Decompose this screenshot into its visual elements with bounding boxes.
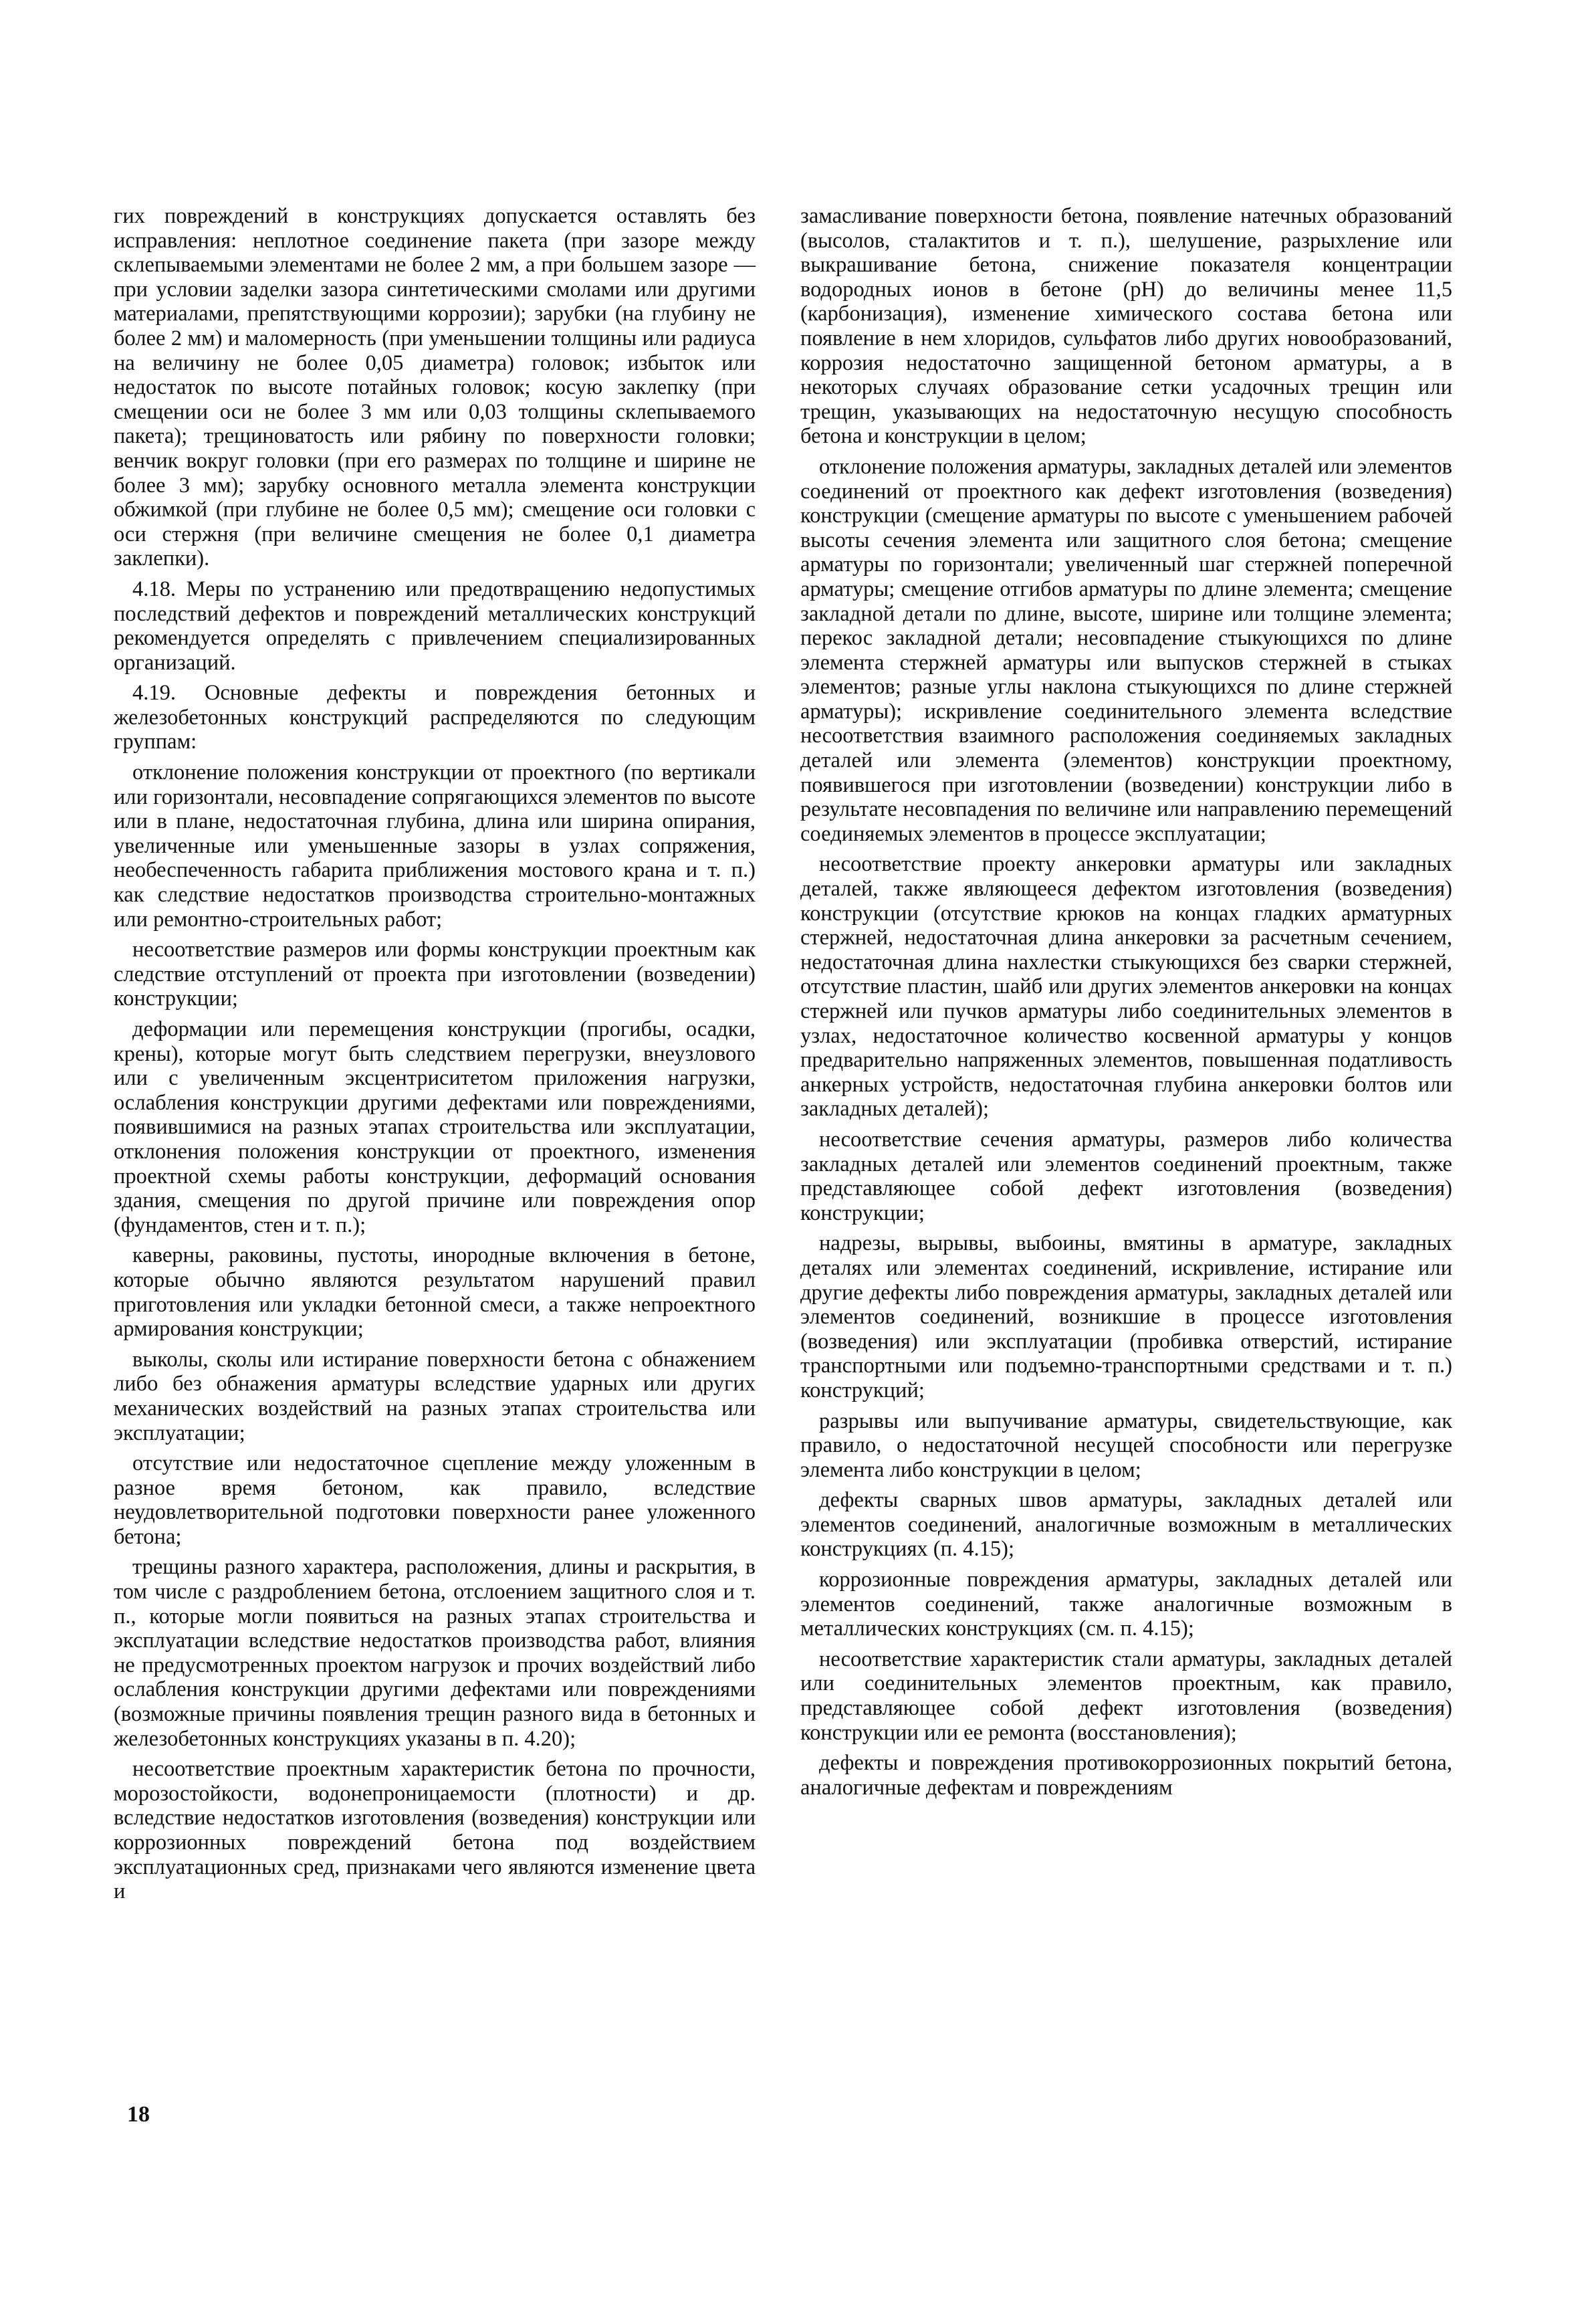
list-item: коррозионные повреждения арматуры, закладных деталей или элементов соединений, также аналогичные возможным в металлических конструкциях (см. п. 4.15); <box>800 1568 1452 1641</box>
list-item: дефекты сварных швов арматуры, закладных деталей или элементов соединений, аналогичные возможным в металлических конструкциях (п. 4.15); <box>800 1488 1452 1562</box>
page-number: 18 <box>127 2102 150 2127</box>
list-item: надрезы, вырывы, выбоины, вмятины в арматуре, закладных деталях или элементах соединений, искривление, истирание или другие дефекты либо повреждения арматуры, закладных деталей или элементов соединений, возникшие в процессе изготовления (возведения) или эксплуатации (пробивка отверстий, истирание транспортными или подъемно-транспортными средствами и т. п.) конструкций; <box>800 1231 1452 1402</box>
paragraph-4-19: 4.19. Основные дефекты и повреждения бетонных и железобетонных конструкций распределяются по следующим группам: <box>114 681 756 754</box>
list-item: каверны, раковины, пустоты, инородные включения в бетоне, которые обычно являются результатом нарушений правил приготовления или укладки бетонной смеси, а также непроектного армирования конструкции; <box>114 1243 756 1342</box>
list-item: несоответствие размеров или формы конструкции проектным как следствие отступлений от проекта при изготовлении (возведении) конструкции; <box>114 938 756 1011</box>
list-item: несоответствие характеристик стали арматуры, закладных деталей или соединительных элементов проектным, как правило, представляющее собой дефект изготовления (возведения) конструкции или ее ремонта (восстановления); <box>800 1647 1452 1745</box>
paragraph: замасливание поверхности бетона, появление натечных образований (высолов, сталактитов и т. п.), шелушение, разрыхление или выкрашивание бетона, снижение показателя концентрации водородных ионов в бетоне (pH) до величины менее 11,5 (карбонизация), изменение химического состава бетона или появление в нем хлоридов, сульфатов либо других новообразований, коррозия недостаточно защищенной бетоном арматуры, а в некоторых случаях образование сетки усадочных трещин или трещин, указывающих на недостаточную несущую способность бетона и конструкции в целом; <box>800 204 1452 449</box>
list-item: отсутствие или недостаточное сцепление между уложенным в разное время бетоном, как правило, вследствие неудовлетворительной подготовки поверхности ранее уложенного бетона; <box>114 1451 756 1549</box>
list-item: деформации или перемещения конструкции (прогибы, осадки, крены), которые могут быть следствием перегрузки, внеузлового или с увеличенным эксцентриситетом приложения нагрузки, ослабления конструкции другими дефектами или повреждениями, появившимися на разных этапах строительства или эксплуатации, отклонения положения конструкции от проектного, изменения проектной схемы работы конструкции, деформаций основания здания, смещения по другой причине или повреждения опор (фундаментов, стен и т. п.); <box>114 1017 756 1237</box>
left-column <box>114 204 756 1910</box>
paragraph: гих повреждений в конструкциях допускается оставлять без исправления: неплотное соединение пакета (при зазоре между склепываемыми элементами не более 2 мм, а при большем зазоре — при условии заделки зазора синтетическими смолами или другими материалами, препятствующими коррозии); зарубки (на глубину не более 2 мм) и маломерность (при уменьшении толщины или радиуса на величину не более 0,05 диаметра) головок; избыток или недостаток по высоте потайных головок; косую заклепку (при смещении оси не более 3 мм или 0,03 толщины склепываемого пакета); трещиноватость или рябину по поверхности головки; венчик вокруг головки (при его размерах по толщине и ширине не более 3 мм); зарубку основного металла элемента конструкции обжимкой (при глубине не более 0,5 мм); смещение оси головки с оси стержня (при величине смещения не более 0,1 диаметра заклепки). <box>114 204 756 571</box>
list-item: несоответствие сечения арматуры, размеров либо количества закладных деталей или элементов соединений проектным, также представляющее собой дефект изготовления (возведения) конструкции; <box>800 1127 1452 1225</box>
list-item: несоответствие проекту анкеровки арматуры или закладных деталей, также являющееся дефектом изготовления (возведения) конструкции (отсутствие крюков на концах гладких арматурных стержней, недостаточная длина анкеровки за расчетным сечением, недостаточная длина нахлестки стыкующихся без сварки стержней, отсутствие пластин, шайб или других элементов анкеровки на концах стержней или пучков арматуры либо соединительных элементов в узлах, недостаточное количество косвенной арматуры у концов предварительно напряженных элементов, повышенная податливость анкерных устройств, недостаточная глубина анкеровки болтов или закладных деталей); <box>800 852 1452 1122</box>
list-item: отклонение положения арматуры, закладных деталей или элементов соединений от проектного как дефект изготовления (возведения) конструкции (смещение арматуры по высоте с уменьшением рабочей высоты сечения элемента или защитного слоя бетона; смещение арматуры по горизонтали; увеличенный шаг стержней поперечной арматуры; смещение отгибов арматуры по длине элемента; смещение закладной детали по длине, высоте, ширине или толщине элемента; перекос закладной детали; несовпадение стыкующихся по длине элемента стержней арматуры или выпусков стержней в стыках элементов; разные углы наклона стыкующихся по длине стержней арматуры); искривление соединительного элемента вследствие несоответствия взаимного расположения соединяемых закладных деталей или элемента (элементов) конструкции проектному, появившегося при изготовлении (возведении) конструкции либо в результате несовпадения по величине или направлению перемещений соединяемых элементов в процессе эксплуатации; <box>800 454 1452 846</box>
list-item: выколы, сколы или истирание поверхности бетона с обнажением либо без обнажения арматуры вследствие ударных или других механических воздействий на разных этапах строительства или эксплуатации; <box>114 1347 756 1445</box>
list-item: несоответствие проектным характеристик бетона по прочности, морозостойкости, водонепроницаемости (плотности) и др. вследствие недостатков изготовления (возведения) конструкции или коррозионных повреждений бетона под воздействием эксплуатационных сред, признаками чего являются изменение цвета и <box>114 1757 756 1904</box>
right-column <box>800 204 1452 1806</box>
list-item: отклонение положения конструкции от проектного (по вертикали или горизонтали, несовпадение сопрягающихся элементов по высоте или в плане, недостаточная глубина, длина или ширина опирания, увеличенные или уменьшенные зазоры в узлах сопряжения, необеспеченность габарита приближения мостового крана и т. п.) как следствие недостатков производства строительно-монтажных или ремонтно-строительных работ; <box>114 760 756 932</box>
paragraph-4-18: 4.18. Меры по устранению или предотвращению недопустимых последствий дефектов и повреждений металлических конструкций рекомендуется определять с привлечением специализированных организаций. <box>114 576 756 675</box>
list-item: дефекты и повреждения противокоррозионных покрытий бетона, аналогичные дефектам и повреждениям <box>800 1751 1452 1800</box>
list-item: трещины разного характера, расположения, длины и раскрытия, в том числе с раздроблением бетона, отслоением защитного слоя и т. п., которые могли появиться на разных этапах строительства и эксплуатации вследствие недостатков производства работ, влияния не предусмотренных проектом нагрузок и прочих воздействий либо ослабления конструкции другими дефектами или повреждениями (возможные причины появления трещин разного вида в бетонных и железобетонных конструкциях указаны в п. 4.20); <box>114 1555 756 1751</box>
list-item: разрывы или выпучивание арматуры, свидетельствующие, как правило, о недостаточной несущей способности или перегрузке элемента либо конструкции в целом; <box>800 1408 1452 1482</box>
